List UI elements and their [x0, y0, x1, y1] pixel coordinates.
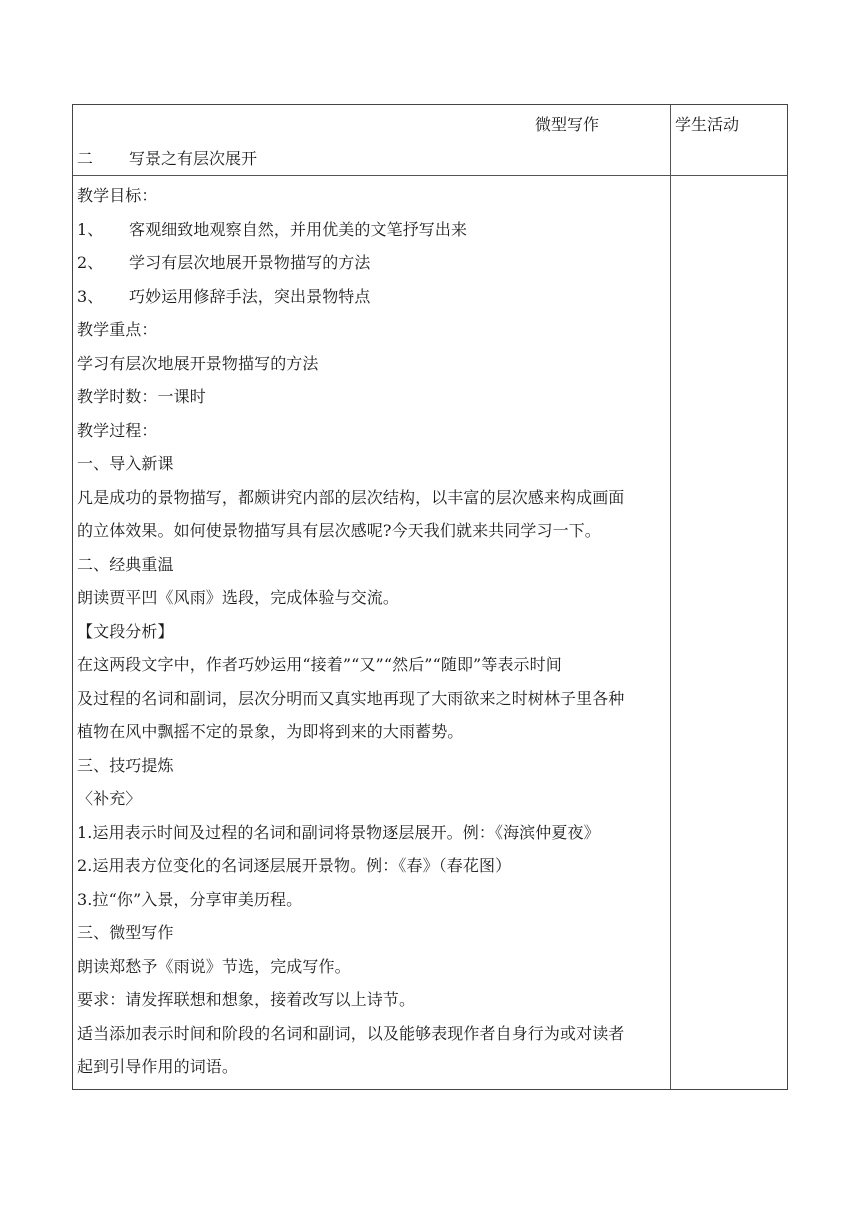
intro-heading: 一、导入新课 [77, 454, 174, 473]
review-text: 朗读贾平凹《风雨》选段，完成体验与交流。 [77, 588, 400, 607]
analysis-text-line: 在这两段文字中，作者巧妙运用“接着”“又”“然后”“随即”等表示时间 [77, 655, 562, 674]
lesson-plan-table [72, 104, 788, 1090]
skills-heading: 三、技巧提炼 [77, 755, 174, 775]
focus-heading: 教学重点： [77, 320, 158, 339]
skill-item: 1.运用表示时间及过程的名词和副词将景物逐层展开。例：《海滨仲夏夜》 [77, 822, 600, 842]
header-divider [73, 175, 787, 176]
intro-text-line: 的立体效果。如何使景物描写具有层次感呢?今天我们就来共同学习一下。 [77, 521, 601, 540]
writing-heading: 三、微型写作 [77, 923, 174, 942]
section-heading [77, 149, 257, 169]
objectives-heading: 教学目标： [77, 186, 158, 205]
column-divider [670, 105, 671, 1089]
analysis-text-line: 植物在风中飘摇不定的景象，为即将到来的大雨蓄势。 [77, 722, 464, 741]
analysis-heading: 【文段分析】 [77, 621, 174, 641]
intro-text-line: 凡是成功的景物描写，都颇讲究内部的层次结构，以丰富的层次感来构成画面 [77, 487, 625, 507]
requirement-text-line: 适当添加表示时间和阶段的名词和副词，以及能够表现作者自身行为或对读者 [77, 1023, 625, 1043]
objective-item: 1、 客观细致地观察自然，并用优美的文笔抒写出来 [77, 219, 468, 239]
supplement-label: 〈补充〉 [77, 789, 142, 808]
lesson-time: 教学时数：一课时 [77, 387, 206, 406]
process-heading: 教学过程： [77, 420, 158, 440]
lesson-content [77, 179, 669, 1084]
skill-item: 3.拉“你”入景，分享审美历程。 [77, 889, 303, 909]
objective-item: 2、 学习有层次地展开景物描写的方法 [77, 253, 371, 272]
focus-text: 学习有层次地展开景物描写的方法 [77, 353, 319, 373]
review-heading: 二、经典重温 [77, 554, 174, 574]
objective-item: 3、 巧妙运用修辞手法，突出景物特点 [77, 286, 371, 306]
section-number: 二 [77, 149, 94, 168]
requirement-text-line: 起到引导作用的词语。 [77, 1057, 239, 1076]
skill-item: 2.运用表方位变化的名词逐层展开景物。例：《春》（春花图） [77, 856, 512, 875]
section-title: 写景之有层次展开 [129, 149, 258, 168]
analysis-text-line: 及过程的名词和副词，层次分明而又真实地再现了大雨欲来之时树林子里各种 [77, 688, 625, 708]
writing-text: 朗读郑愁予《雨说》节选，完成写作。 [77, 956, 351, 976]
header-title: 微型写作 [535, 115, 600, 134]
requirement-text: 要求：请发挥联想和想象，接着改写以上诗节。 [77, 990, 416, 1009]
student-activity-header: 学生活动 [675, 115, 740, 134]
